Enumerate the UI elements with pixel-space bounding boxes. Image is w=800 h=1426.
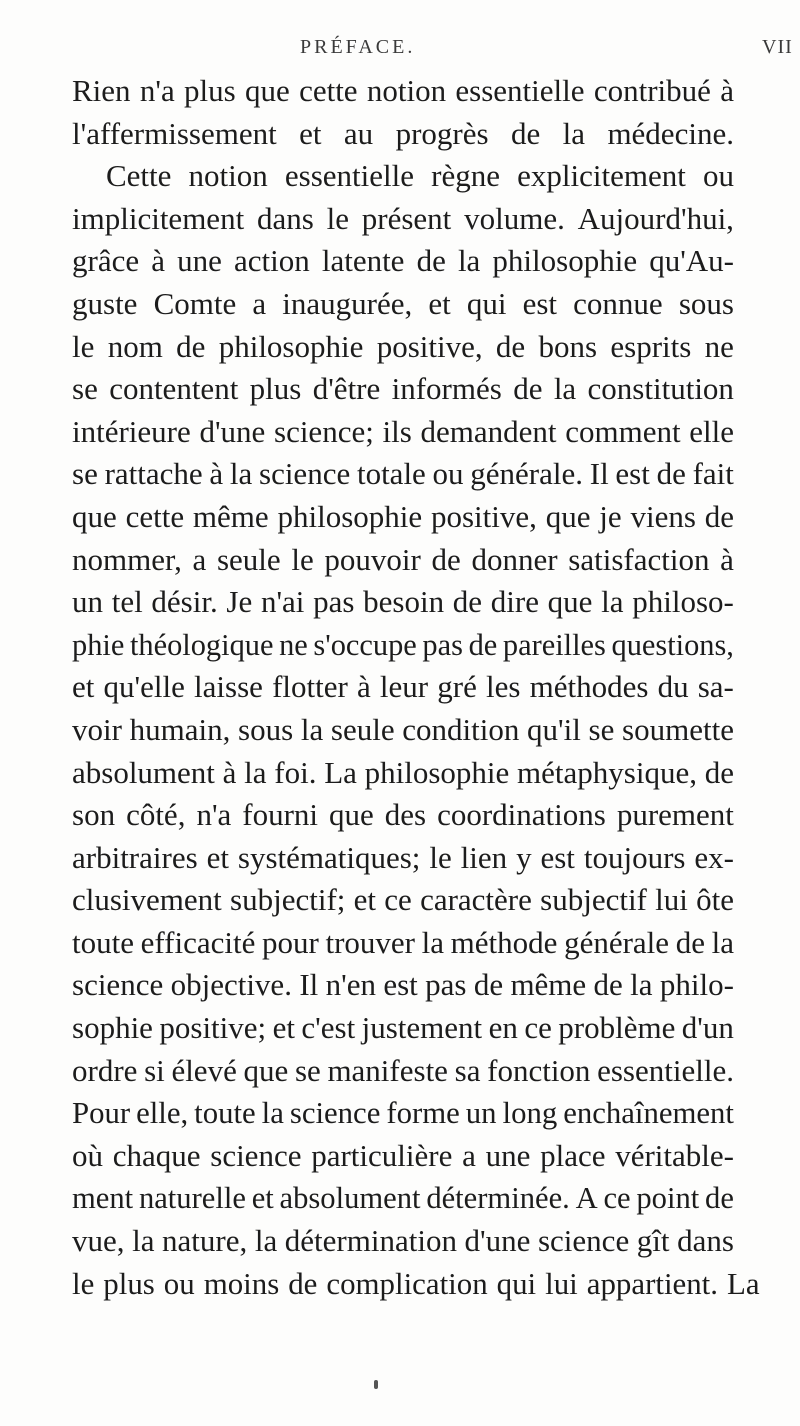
word: Comte: [153, 285, 237, 321]
word: c'est: [301, 1010, 356, 1046]
word: d'être: [312, 371, 381, 407]
word: métaphysique,: [517, 754, 697, 790]
word: et: [272, 1010, 295, 1046]
word: de: [704, 498, 734, 534]
word: donner: [471, 541, 558, 577]
text-line: [72, 1135, 734, 1178]
word: philo-: [659, 967, 734, 1003]
word: de: [705, 1181, 734, 1216]
word: que: [72, 498, 117, 534]
word: que: [547, 584, 593, 620]
word: place: [540, 1137, 606, 1173]
word: le: [291, 541, 314, 577]
print-mark: [374, 1380, 378, 1389]
word: pas: [425, 967, 467, 1003]
word: pareilles: [502, 627, 606, 662]
text-line: [72, 879, 734, 922]
word: une: [485, 1137, 531, 1173]
word: où: [72, 1137, 103, 1173]
word: que: [243, 1052, 289, 1088]
word: systématiques;: [237, 839, 421, 875]
word: toute: [72, 924, 134, 960]
word: qu'Au-: [649, 243, 734, 279]
text-line: [72, 113, 734, 156]
page-header: [0, 36, 800, 64]
word: pour: [262, 924, 319, 960]
word: règne: [431, 158, 500, 194]
word: et: [251, 1181, 274, 1216]
word: des: [384, 797, 427, 833]
word: Il: [299, 967, 319, 1003]
word: naturelle: [138, 1181, 246, 1216]
word: philosophie: [277, 498, 423, 534]
word: inaugurée,: [282, 285, 413, 321]
word: elle: [689, 413, 734, 449]
word: besoin: [363, 584, 445, 620]
word: cette: [299, 73, 358, 108]
word: nom: [107, 328, 163, 364]
text-line: [72, 539, 734, 582]
word: coordinations: [437, 797, 606, 833]
word: totale: [356, 456, 426, 492]
word: flotter: [272, 669, 348, 705]
text-line: [72, 709, 734, 752]
word: dans: [256, 200, 314, 236]
word: est: [522, 285, 558, 321]
word: élevé: [171, 1052, 237, 1088]
word: se: [72, 371, 98, 407]
word: implicitement: [72, 200, 245, 236]
word: lui: [545, 1265, 578, 1301]
word: qu'il: [527, 711, 581, 747]
word: y: [516, 839, 532, 875]
running-head: PRÉFACE.: [300, 36, 416, 58]
word: demandent: [420, 413, 557, 449]
word: fourni: [242, 797, 319, 833]
text-line: [72, 581, 734, 624]
page-number: VII: [762, 36, 793, 58]
word: ordre: [72, 1052, 138, 1088]
word: chaque: [112, 1137, 201, 1173]
word: de: [513, 371, 543, 407]
text-line: [72, 240, 734, 283]
word: théologique: [129, 627, 274, 662]
word: esprits: [610, 328, 692, 364]
word: La: [727, 1265, 760, 1301]
word: lien: [460, 839, 508, 875]
word: a: [192, 541, 207, 577]
word: qui: [496, 1265, 537, 1301]
word: et: [428, 285, 451, 321]
word: se: [294, 1052, 321, 1088]
word: la: [261, 1096, 284, 1131]
word: est: [540, 839, 575, 875]
word: la: [630, 967, 653, 1003]
text-line: [72, 368, 734, 411]
word: est: [383, 967, 418, 1003]
word: clusivement: [72, 882, 222, 918]
word: subjectif: [540, 882, 647, 918]
word: ce: [524, 1010, 552, 1046]
word: qu'elle: [103, 669, 185, 705]
word: véritable-: [615, 1137, 734, 1173]
word: de: [288, 1265, 318, 1301]
word: essentielle: [455, 73, 585, 108]
word: science: [537, 1223, 630, 1259]
word: explicitement: [517, 158, 686, 194]
word: détermination: [284, 1223, 457, 1259]
word: seule: [216, 541, 281, 577]
word: la: [421, 924, 445, 960]
word: ex-: [694, 839, 734, 875]
text-line: [72, 1177, 734, 1220]
word: sous: [678, 285, 734, 321]
word: plus: [103, 1265, 155, 1301]
word: un: [465, 1096, 497, 1131]
text-line: [72, 964, 734, 1007]
word: s'occupe: [313, 627, 417, 662]
word: à: [151, 243, 165, 279]
word: justement: [361, 1010, 483, 1046]
word: ce: [384, 882, 412, 918]
word: soumette: [622, 711, 734, 747]
word: la: [553, 371, 577, 407]
word: a: [462, 1137, 476, 1173]
word: volume.: [464, 200, 565, 236]
word: ne: [704, 328, 734, 364]
word: purement: [616, 797, 734, 833]
word: science: [210, 1137, 302, 1173]
word: de: [495, 328, 526, 364]
word: le: [72, 328, 95, 364]
text-line: [72, 1007, 734, 1050]
word: Il: [589, 456, 609, 492]
word: la: [229, 456, 253, 492]
word: forme: [386, 1096, 460, 1131]
word: efficacité: [140, 924, 256, 960]
word: sa-: [697, 669, 734, 705]
word: positive,: [376, 328, 483, 364]
word: si: [144, 1052, 165, 1088]
word: au: [343, 115, 374, 151]
word: à: [356, 669, 371, 705]
word: ment: [72, 1181, 134, 1216]
word: d'une: [464, 1223, 531, 1259]
word: le: [326, 200, 349, 236]
word: phie: [72, 627, 125, 662]
word: Pour: [72, 1096, 131, 1131]
word: plus: [184, 73, 236, 108]
word: absolument: [72, 754, 215, 790]
word: ce: [603, 1181, 631, 1216]
word: long: [502, 1096, 558, 1131]
word: les: [486, 669, 521, 705]
word: La: [324, 754, 357, 790]
word: tel: [111, 584, 143, 620]
word: la: [300, 711, 324, 747]
word: progrès: [395, 115, 489, 151]
word: se: [72, 456, 98, 492]
word: et: [353, 882, 377, 918]
word: moins: [203, 1265, 280, 1301]
word: essentielle.: [597, 1052, 734, 1088]
word: latente: [321, 243, 405, 279]
word: de: [452, 584, 483, 620]
word: laisse: [194, 669, 263, 705]
word: de: [656, 456, 686, 492]
word: manifeste: [327, 1052, 448, 1088]
text-line: [72, 70, 734, 113]
word: nommer,: [72, 541, 182, 577]
text-line: [72, 624, 734, 667]
text-line: [72, 496, 734, 539]
word: humain,: [129, 711, 231, 747]
word: la: [254, 1223, 278, 1259]
word: essentielle: [284, 158, 415, 194]
word: à: [720, 541, 734, 577]
word: science: [289, 1096, 381, 1131]
text-line: [72, 1092, 734, 1135]
word: la: [601, 584, 624, 620]
word: que: [329, 797, 374, 833]
word: comment: [565, 413, 681, 449]
word: se: [588, 711, 615, 747]
word: action: [233, 243, 310, 279]
word: caractère: [420, 882, 532, 918]
word: n'a: [196, 797, 232, 833]
word: ôte: [696, 882, 734, 918]
word: plus: [249, 371, 302, 407]
word: guste: [72, 285, 138, 321]
word: philoso-: [632, 584, 734, 620]
word: méthodes: [529, 669, 649, 705]
word: à: [209, 456, 224, 492]
word: fonction: [487, 1052, 591, 1088]
body-text: [72, 70, 760, 1305]
text-line: [72, 198, 734, 241]
text-line: [72, 752, 734, 795]
word: intérieure: [72, 413, 191, 449]
word: la: [562, 115, 586, 151]
word: Cette: [106, 158, 172, 194]
word: à: [720, 73, 734, 108]
word: méthode: [450, 924, 558, 960]
word: la: [457, 243, 481, 279]
word: Aujourd'hui,: [577, 200, 734, 236]
word: d'une: [199, 413, 266, 449]
word: Rien: [72, 73, 131, 108]
word: générale: [564, 924, 670, 960]
word: et: [72, 669, 95, 705]
word: en: [488, 1010, 518, 1046]
word: que: [245, 73, 290, 108]
word: foi.: [274, 754, 317, 790]
word: elle,: [136, 1096, 189, 1131]
text-line: [72, 1220, 734, 1263]
word: cette: [125, 498, 185, 534]
word: positive,: [430, 498, 537, 534]
word: complication: [326, 1265, 488, 1301]
word: sophie: [72, 1010, 153, 1046]
word: de: [473, 967, 504, 1003]
word: rattache: [104, 456, 203, 492]
word: fait: [692, 456, 734, 492]
word: déterminée.: [426, 1181, 570, 1216]
word: désir.: [151, 584, 218, 620]
word: de: [416, 243, 446, 279]
word: le: [429, 839, 452, 875]
word: médecine.: [607, 115, 734, 151]
word: a: [252, 285, 267, 321]
word: notion: [366, 73, 447, 108]
word: philosophie: [364, 754, 510, 790]
word: le: [72, 1265, 95, 1301]
word: constitution: [587, 371, 734, 407]
word: seule: [330, 711, 395, 747]
word: notion: [188, 158, 268, 194]
word: Je: [226, 584, 253, 620]
word: même: [510, 967, 587, 1003]
word: qui: [466, 285, 507, 321]
word: grâce: [72, 243, 140, 279]
word: la: [711, 924, 734, 960]
word: pouvoir: [324, 541, 421, 577]
text-line: [72, 1050, 734, 1093]
word: positive;: [159, 1010, 267, 1046]
word: une: [177, 243, 222, 279]
word: d'un: [681, 1010, 734, 1046]
word: A: [575, 1181, 598, 1216]
word: philosophie: [218, 328, 364, 364]
text-line: [72, 453, 734, 496]
word: informés: [391, 371, 502, 407]
word: gré: [437, 669, 477, 705]
word: de: [176, 328, 206, 364]
word: ou: [432, 456, 464, 492]
text-line: [72, 794, 734, 837]
word: je: [599, 498, 622, 534]
word: n'ai: [260, 584, 305, 620]
word: la: [132, 1223, 155, 1259]
word: lui: [655, 882, 688, 918]
word: condition: [402, 711, 520, 747]
word: nature,: [162, 1223, 248, 1259]
word: trouver: [325, 924, 416, 960]
word: science;: [274, 413, 374, 449]
word: présent: [361, 200, 452, 236]
word: toute: [194, 1096, 256, 1131]
word: que: [545, 498, 591, 534]
word: du: [657, 669, 689, 705]
word: n'a: [139, 73, 175, 108]
text-line: [72, 326, 734, 369]
text-line: [72, 666, 734, 709]
word: générale.: [470, 456, 584, 492]
word: satisfaction: [568, 541, 710, 577]
word: science: [259, 456, 351, 492]
word: dans: [677, 1223, 734, 1259]
word: connue: [573, 285, 663, 321]
word: sa: [454, 1052, 481, 1088]
text-line: [72, 1263, 760, 1306]
word: pas: [422, 627, 463, 662]
word: point: [636, 1181, 700, 1216]
word: pas: [313, 584, 355, 620]
word: subjectif;: [230, 882, 346, 918]
word: dire: [490, 584, 539, 620]
word: ils: [382, 413, 412, 449]
word: de: [510, 115, 541, 151]
word: et: [206, 839, 229, 875]
word: appartient.: [586, 1265, 718, 1301]
word: gît: [636, 1223, 670, 1259]
word: arbitraires: [72, 839, 198, 875]
word: viens: [630, 498, 696, 534]
word: de: [704, 754, 734, 790]
word: problème: [558, 1010, 676, 1046]
word: à: [222, 754, 237, 790]
word: enchaînement: [563, 1096, 734, 1131]
word: de: [593, 967, 623, 1003]
word: absolument: [279, 1181, 421, 1216]
word: science: [72, 967, 164, 1003]
word: côté,: [126, 797, 186, 833]
word: questions,: [611, 627, 734, 662]
text-line: [72, 837, 734, 880]
word: de: [431, 541, 461, 577]
word: contribué: [593, 73, 711, 108]
word: même: [192, 498, 269, 534]
text-line: [72, 922, 734, 965]
word: et: [299, 115, 322, 151]
word: l'affermissement: [72, 115, 277, 151]
word: un: [72, 584, 103, 620]
word: de: [468, 627, 498, 662]
word: philosophie: [492, 243, 638, 279]
text-line: [72, 411, 734, 454]
word: bons: [538, 328, 598, 364]
word: est: [615, 456, 650, 492]
word: leur: [379, 669, 429, 705]
text-line: [72, 283, 734, 326]
word: la: [244, 754, 267, 790]
word: ne: [279, 627, 308, 662]
word: objective.: [170, 967, 292, 1003]
word: contentent: [109, 371, 239, 407]
word: toujours: [583, 839, 686, 875]
word: n'en: [325, 967, 376, 1003]
word: voir: [72, 711, 122, 747]
text-line: [72, 155, 734, 198]
word: ou: [163, 1265, 195, 1301]
word: vue,: [72, 1223, 125, 1259]
word: de: [675, 924, 705, 960]
word: sous: [238, 711, 294, 747]
word: ou: [702, 158, 734, 194]
word: son: [72, 797, 116, 833]
word: particulière: [311, 1137, 453, 1173]
